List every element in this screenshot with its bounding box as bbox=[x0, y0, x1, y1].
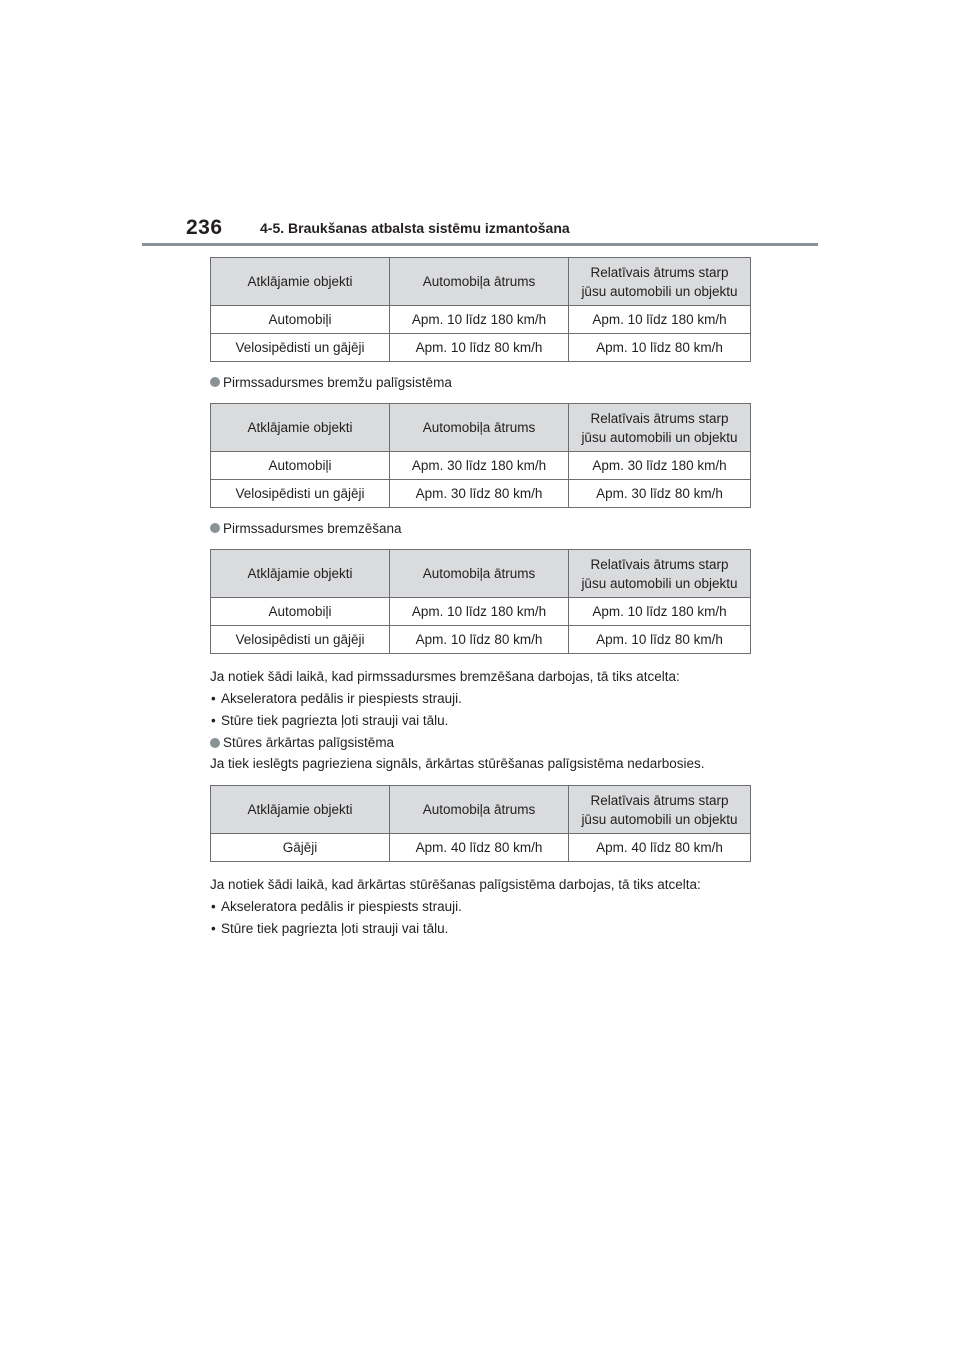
header-relative-speed-line1: Relatīvais ātrums starp bbox=[590, 410, 729, 426]
table-cell: Apm. 10 līdz 80 km/h bbox=[569, 334, 751, 362]
table-row bbox=[211, 480, 751, 508]
section-title: Pirmssadursmes bremzēšana bbox=[223, 520, 402, 536]
section-title: Pirmssadursmes bremžu palīgsistēma bbox=[223, 374, 452, 390]
header-vehicle-speed: Automobiļa ātrums bbox=[390, 786, 569, 834]
table-cell: Automobiļi bbox=[211, 452, 390, 480]
detection-table-4 bbox=[210, 785, 751, 862]
header-divider bbox=[142, 243, 818, 246]
table-cell: Apm. 30 līdz 180 km/h bbox=[569, 452, 751, 480]
table-cell: Apm. 10 līdz 80 km/h bbox=[390, 334, 569, 362]
section-title: Stūres ārkārtas palīgsistēma bbox=[223, 735, 395, 750]
table-cell: Gājēji bbox=[211, 834, 390, 862]
table-cell: Apm. 40 līdz 80 km/h bbox=[569, 834, 751, 862]
header-relative-speed-line1: Relatīvais ātrums starp bbox=[590, 264, 729, 280]
header-vehicle-speed: Automobiļa ātrums bbox=[390, 404, 569, 452]
table-cell: Velosipēdisti un gājēji bbox=[211, 626, 390, 654]
header-relative-speed-line1: Relatīvais ātrums starp bbox=[590, 556, 729, 572]
table-header-row bbox=[211, 786, 751, 834]
section-heading bbox=[210, 508, 750, 539]
table-cell: Automobiļi bbox=[211, 306, 390, 334]
table-row bbox=[211, 598, 751, 626]
page-header bbox=[142, 212, 818, 248]
table-cell: Apm. 10 līdz 80 km/h bbox=[390, 626, 569, 654]
table-header-row bbox=[211, 258, 751, 306]
table-cell: Velosipēdisti un gājēji bbox=[211, 334, 390, 362]
header-relative-speed bbox=[569, 404, 751, 452]
table-cell: Apm. 30 līdz 180 km/h bbox=[390, 452, 569, 480]
table-cell: Velosipēdisti un gājēji bbox=[211, 480, 390, 508]
list-item: • Stūre tiek pagriezta ļoti strauji vai tālu. bbox=[210, 918, 750, 940]
table-cell: Apm. 30 līdz 80 km/h bbox=[390, 480, 569, 508]
table-cell: Apm. 30 līdz 80 km/h bbox=[569, 480, 751, 508]
header-relative-speed bbox=[569, 258, 751, 306]
detection-table-1 bbox=[210, 257, 751, 362]
table-cell: Apm. 10 līdz 180 km/h bbox=[569, 598, 751, 626]
header-relative-speed bbox=[569, 550, 751, 598]
table-cell: Apm. 10 līdz 80 km/h bbox=[569, 626, 751, 654]
list-item: • Stūre tiek pagriezta ļoti strauji vai tālu. bbox=[210, 710, 750, 732]
chapter-title: 4-5. Braukšanas atbalsta sistēmu izmantošana bbox=[260, 220, 570, 236]
header-detected-objects: Atklājamie objekti bbox=[211, 404, 390, 452]
header-relative-speed-line1: Relatīvais ātrums starp bbox=[590, 792, 729, 808]
table-cell: Apm. 10 līdz 180 km/h bbox=[569, 306, 751, 334]
header-relative-speed bbox=[569, 786, 751, 834]
cancel-intro: Ja notiek šādi laikā, kad pirmssadursmes bremzēšana darbojas, tā tiks atcelta: bbox=[210, 669, 680, 684]
bullet-dot-icon bbox=[210, 738, 220, 748]
page-number: 236 bbox=[186, 216, 223, 239]
table-row bbox=[211, 834, 751, 862]
table-cell: Apm. 10 līdz 180 km/h bbox=[390, 598, 569, 626]
header-vehicle-speed: Automobiļa ātrums bbox=[390, 550, 569, 598]
table-cell: Apm. 40 līdz 80 km/h bbox=[390, 834, 569, 862]
page-content bbox=[210, 257, 750, 940]
header-vehicle-speed: Automobiļa ātrums bbox=[390, 258, 569, 306]
table-row bbox=[211, 452, 751, 480]
table-row bbox=[211, 334, 751, 362]
header-relative-speed-line2: jūsu automobili un objektu bbox=[581, 283, 738, 299]
bullet-dot-icon bbox=[210, 377, 220, 387]
header-relative-speed-line2: jūsu automobili un objektu bbox=[581, 575, 738, 591]
list-item: • Akseleratora pedālis ir piespiests strauji. bbox=[210, 896, 750, 918]
bullet-dot-icon bbox=[210, 523, 220, 533]
header-relative-speed-line2: jūsu automobili un objektu bbox=[581, 811, 738, 827]
detection-table-3 bbox=[210, 549, 751, 654]
header-detected-objects: Atklājamie objekti bbox=[211, 258, 390, 306]
table-cell: Automobiļi bbox=[211, 598, 390, 626]
table-header-row bbox=[211, 550, 751, 598]
section-heading bbox=[210, 362, 750, 393]
table-row bbox=[211, 626, 751, 654]
section-heading bbox=[210, 732, 750, 753]
detection-table-2 bbox=[210, 403, 751, 508]
cancel-intro: Ja notiek šādi laikā, kad ārkārtas stūrēšanas palīgsistēma darbojas, tā tiks atcelta: bbox=[210, 877, 701, 892]
table-row bbox=[211, 306, 751, 334]
table-cell: Apm. 10 līdz 180 km/h bbox=[390, 306, 569, 334]
table-header-row bbox=[211, 404, 751, 452]
header-relative-speed-line2: jūsu automobili un objektu bbox=[581, 429, 738, 445]
section-note: Ja tiek ieslēgts pagrieziena signāls, ārkārtas stūrēšanas palīgsistēma nedarbosies. bbox=[210, 756, 705, 771]
header-detected-objects: Atklājamie objekti bbox=[211, 786, 390, 834]
header-detected-objects: Atklājamie objekti bbox=[211, 550, 390, 598]
list-item: • Akseleratora pedālis ir piespiests strauji. bbox=[210, 688, 750, 710]
